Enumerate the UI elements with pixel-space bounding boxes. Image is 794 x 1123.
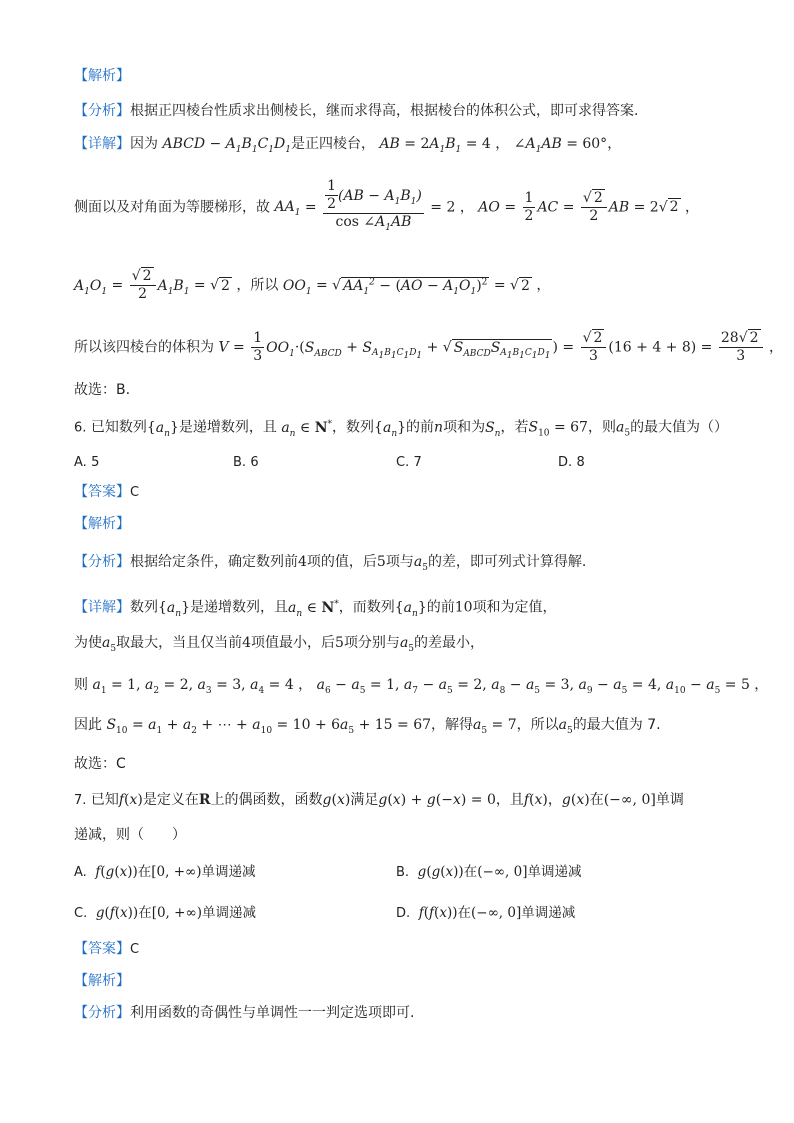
q7-answer: 【答案】C xyxy=(74,941,140,957)
q6-analysis: 【分析】根据给定条件，确定数列前4项的值，后5项与$a_5$的差，即可列式计算得解. xyxy=(74,554,587,573)
detail-line-5-1: 【详解】因为 ABCD − $A_1B_1C_1D_1$是正四棱台， AB = $2A_1B_1 = 4$ ， $\angle A_1AB = 60^\circ$， xyxy=(74,136,622,155)
jiexi-heading-6: 【解析】 xyxy=(74,516,130,532)
math-ao: AO xyxy=(478,199,500,216)
jiexi-heading-7: 【解析】 xyxy=(74,973,130,989)
math-frac-aa1: $\frac{1}{2}$ $(AB - A_1B_1)$ $\cos \angle A_1AB$ xyxy=(323,178,424,237)
jiexi-heading-5: 【解析】 xyxy=(74,68,130,84)
math-ab: AB xyxy=(379,136,400,152)
math-volume: V xyxy=(218,339,229,356)
q6-option-b[interactable]: B. 6 xyxy=(233,455,259,470)
q6-detail-3: 则 $a_1 = 1$, $a_2 = 2$, $a_3 = 3$, $a_4 = 4$ ， $a_6 - a_5 = 1$, $a_7 - a_5 = 2$, $a_8 - a_5 = 3$, $a_9 - a_5 = 4$, $a_{10} - a_5 = 5$ ， xyxy=(74,677,769,696)
choice-line-5: 故选：B. xyxy=(74,382,131,398)
q6-choice: 故选：C xyxy=(74,756,126,772)
detail-line-5-4: 所以该四棱台的体积为 V = $\frac{1}{3}$ $OO_1\cdot(S_{ABCD} + S_{A_1B_1C_1D_1}$ + √ $S_{ABCD}S_{A_1B_1C_1D_1}$) = $\frac{√ 2}{3}$ (16 + 4 + 8) = $\frac{28√ 2}{3}$ ， xyxy=(74,330,783,364)
q7-option-a[interactable]: A. f(g(x))在[0, +∞)单调递减 xyxy=(74,864,256,880)
math-a1o1: $A_1O_1$ xyxy=(74,277,108,297)
analysis-line-5: 【分析】根据正四棱台性质求出侧棱长，继而求得高，根据棱台的体积公式，即可求得答案. xyxy=(74,103,639,119)
q6-detail-1: 【详解】数列$\{a_n\}$是递增数列，且$a_n$ ∈ N*，而数列$\{a_n\}$的前10项和为定值， xyxy=(74,599,557,619)
detail-line-5-3: $A_1O_1$ = $\frac{√ 2}{2}$ $A_1B_1$ = √ 2 ，所以 $OO_1$ = √ $AA_1^2 - (AO - A_1O_1)^2$ = √ 2 ， xyxy=(74,268,551,302)
math-angle: ∠ xyxy=(513,136,526,152)
q6-stem: 6. 已知数列$\{a_n\}$是递增数列，且 $a_n$ ∈ N*，数列$\{a_n\}$的前n项和为$S_n$，若$S_{10} = 67$，则$a_5$的最大值为（） xyxy=(74,419,729,439)
q7-option-c[interactable]: C. g(f(x))在[0, +∞)单调递减 xyxy=(74,905,256,921)
q6-answer: 【答案】C xyxy=(74,484,140,500)
q6-option-c[interactable]: C. 7 xyxy=(396,455,422,470)
detail-line-5-2: 侧面以及对角面为等腰梯形，故 $AA_1$ = $\frac{1}{2}$ $(AB - A_1B_1)$ $\cos \angle A_1AB$ = 2 ， AO = $\frac{1}{2}$ AC = $\frac{√ 2}{2}$ AB = 2√ 2 ， xyxy=(74,178,699,237)
q6-option-a[interactable]: A. 5 xyxy=(74,455,100,470)
q7-option-d[interactable]: D. f(f(x))在(−∞, 0]单调递减 xyxy=(396,905,576,921)
q7-option-b[interactable]: B. g(g(x))在(−∞, 0]单调递减 xyxy=(396,864,582,880)
q6-detail-4: 因此 $S_{10} = a_1 + a_2$ + ⋯ + $a_{10} = 10 + 6a_5 + 15 = 67$，解得$a_5 = 7$，所以$a_5$的最大值为 7. xyxy=(74,717,661,736)
q7-analysis: 【分析】利用函数的奇偶性与单调性一一判定选项即可. xyxy=(74,1005,415,1021)
math-aa1: $AA_1$ xyxy=(274,199,301,219)
q7-stem-1: 7. 已知f(x)是定义在R上的偶函数，函数g(x)满足g(x) + g(−x) = 0，且f(x)，g(x)在(−∞, 0]单调 xyxy=(74,792,684,808)
math-frustum: ABCD − $A_1B_1C_1D_1$ xyxy=(162,136,291,155)
q6-detail-2: 为使$a_5$取最大，当且仅当前4项值最小，后5项分别与$a_5$的差最小， xyxy=(74,635,485,654)
math-oo1: $OO_1$ xyxy=(282,277,312,297)
q7-stem-2: 递减，则（ ） xyxy=(74,827,186,843)
q6-option-d[interactable]: D. 8 xyxy=(558,455,585,470)
